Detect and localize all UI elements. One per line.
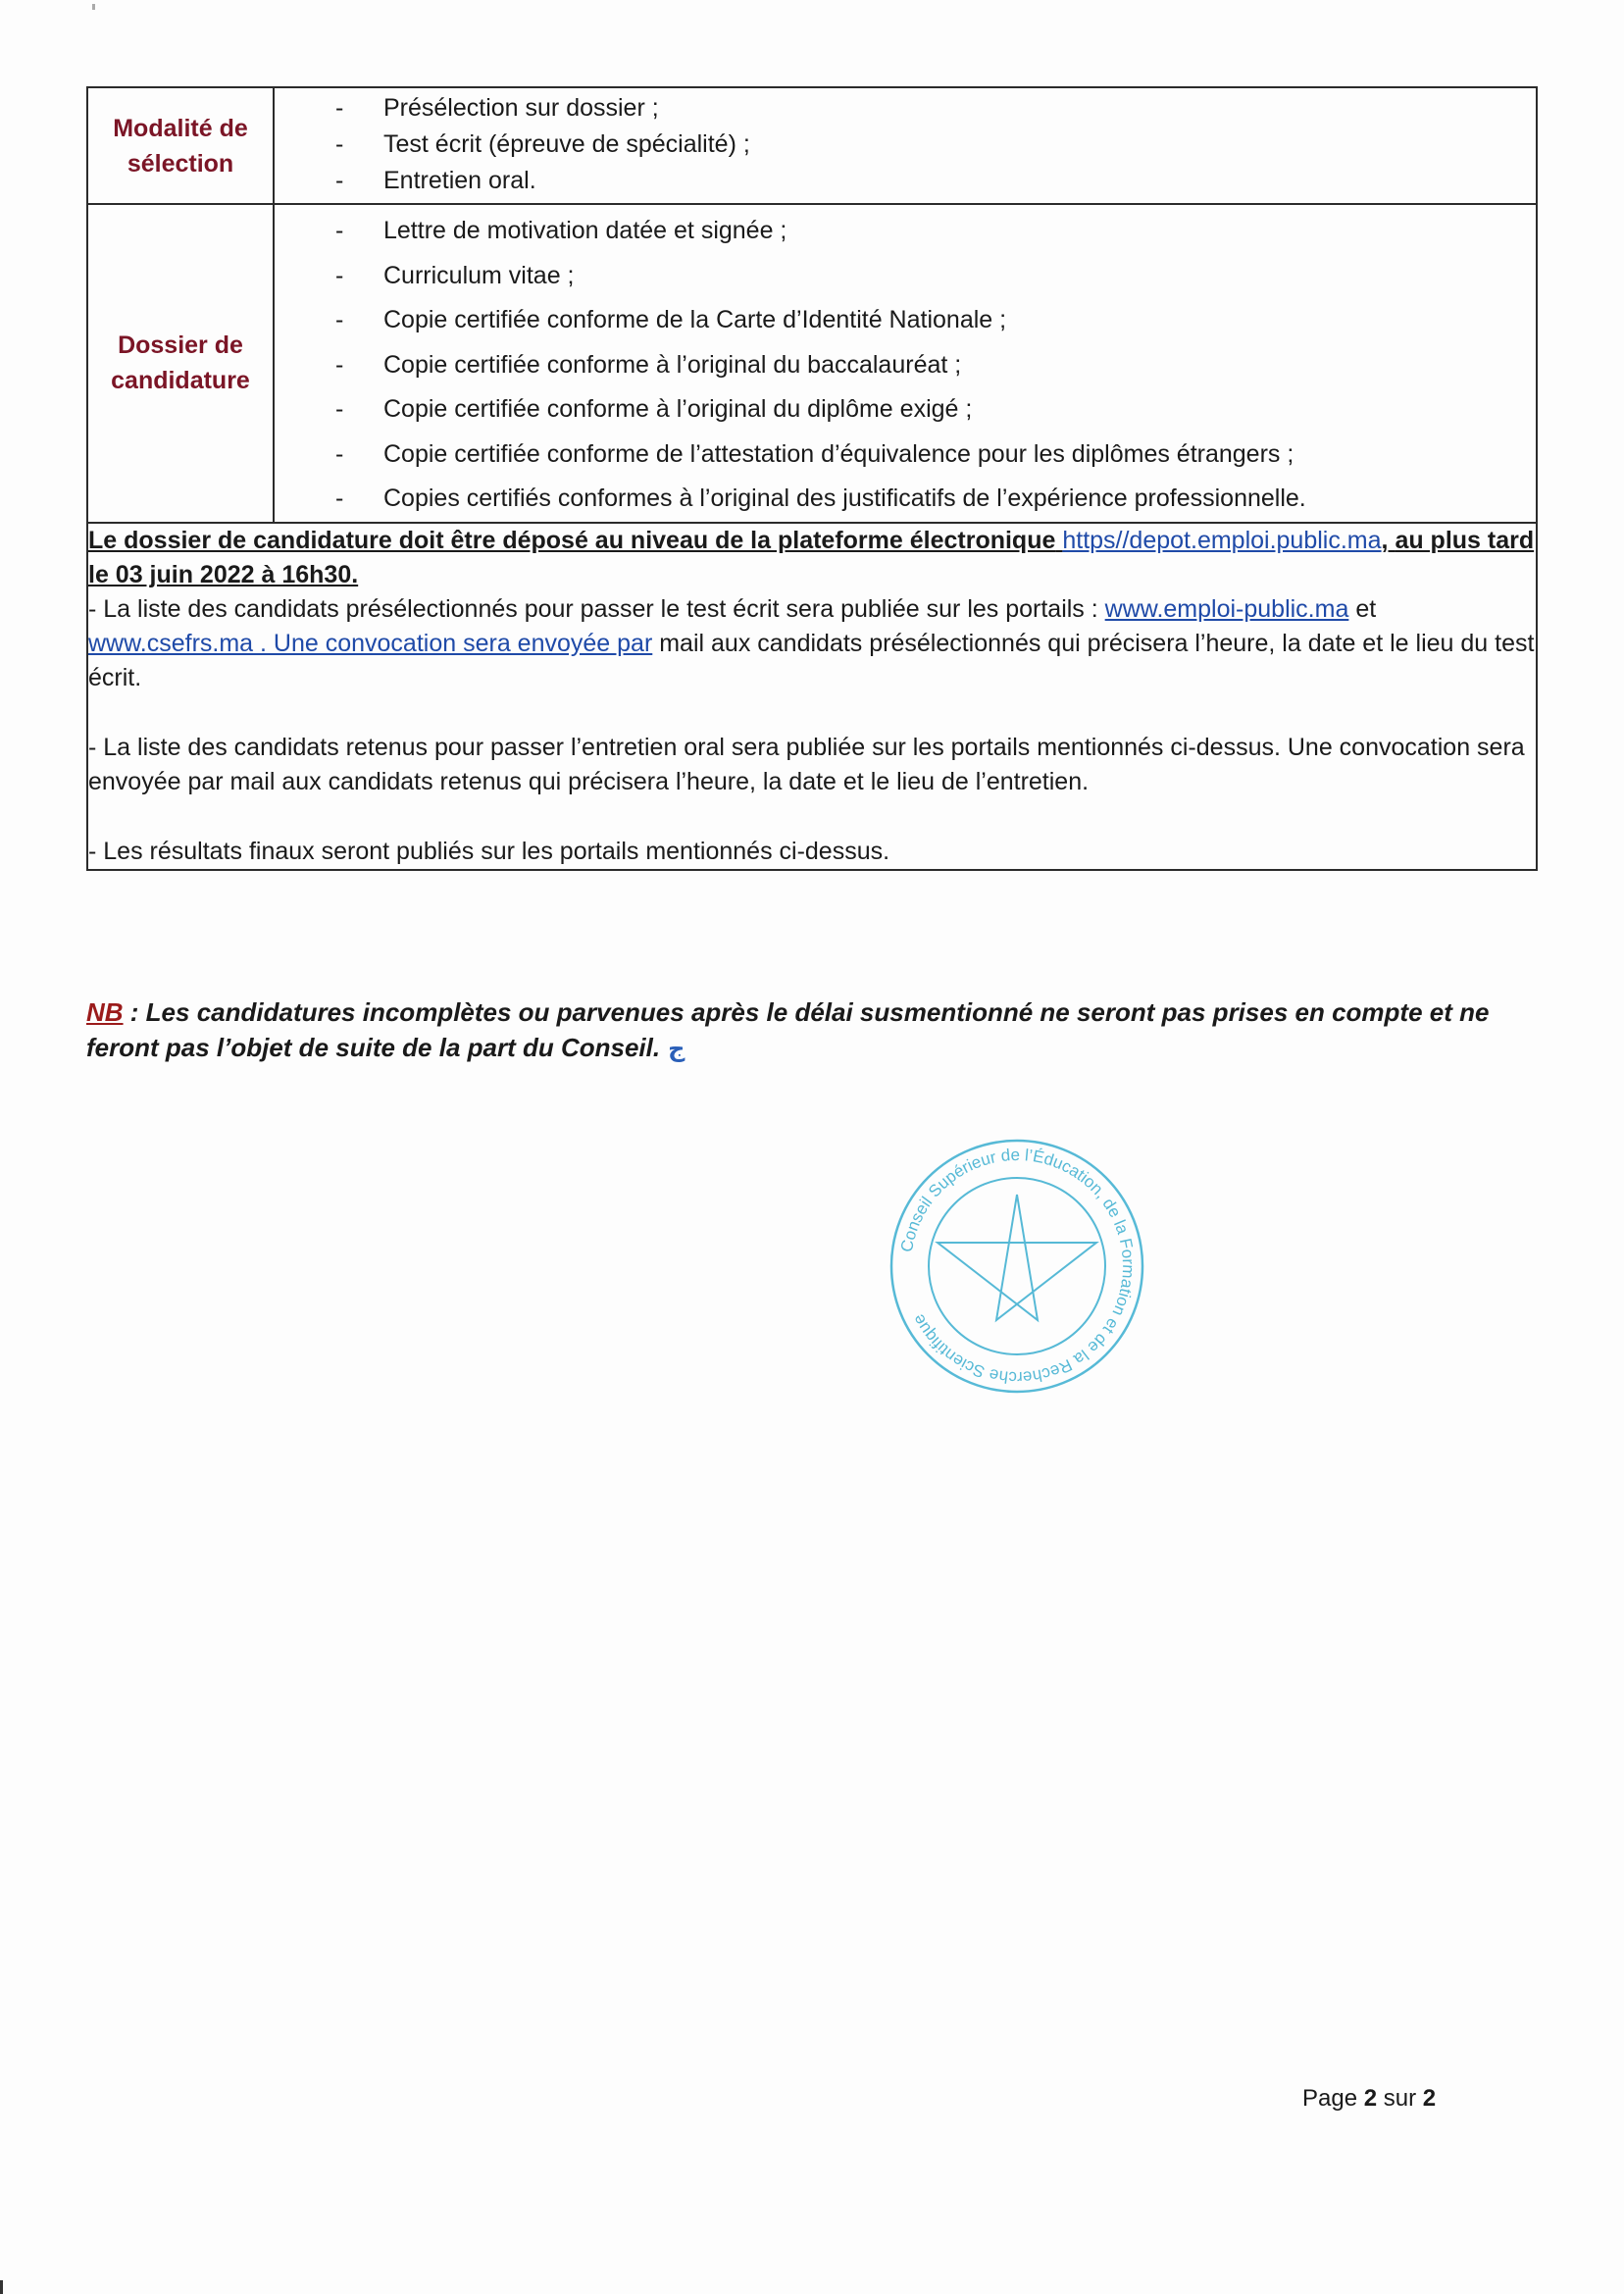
notice-p1-text-b: et: [1355, 594, 1377, 623]
dossier-item: - Curriculum vitae ;: [275, 254, 1536, 299]
dossier-items-cell: [274, 204, 1537, 523]
nb-text: : Les candidatures incomplètes ou parvenues après le délai susmentionné ne seront pas prises en compte et ne feront pas l’objet de suite de la part du Conseil.: [86, 997, 1490, 1062]
notice-cell: [87, 523, 1537, 870]
dossier-label: Dossier de candidature: [87, 204, 274, 523]
selection-item: - Test écrit (épreuve de spécialité) ;: [275, 127, 1536, 163]
selection-row: [87, 87, 1537, 204]
nb-label: NB: [86, 997, 124, 1027]
selection-item: - Présélection sur dossier ;: [275, 90, 1536, 127]
dossier-item: - Lettre de motivation datée et signée ;: [275, 209, 1536, 254]
page-word: Page: [1302, 2085, 1358, 2112]
handwritten-initial-icon: ج: [668, 1036, 685, 1062]
requirements-table: [86, 86, 1538, 871]
scan-corner-mark: [0, 2280, 3, 2294]
notice-row: [87, 523, 1537, 870]
dossier-list: [275, 205, 1536, 522]
selection-item: - Entretien oral.: [275, 163, 1536, 199]
emploi-public-link[interactable]: www.emploi-public.ma: [1104, 594, 1349, 623]
page-sep: sur: [1383, 2085, 1417, 2112]
notice-paragraph-preselection: [88, 592, 1536, 695]
deadline-comma: ,: [1381, 526, 1389, 554]
dossier-item: - Copies certifiés conformes à l’original des justificatifs de l’expérience professionnelle.: [275, 477, 1536, 522]
dossier-item: - Copie certifiée conforme de la Carte d’Identité Nationale ;: [275, 298, 1536, 343]
stamp-text: Conseil Supérieur de l’Éducation, de la Formation et de la Recherche Scientifique: [896, 1145, 1139, 1388]
dossier-row: [87, 204, 1537, 523]
dossier-item: - Copie certifiée conforme à l’original du baccalauréat ;: [275, 343, 1536, 388]
dossier-item: - Copie certifiée conforme à l’original du diplôme exigé ;: [275, 387, 1536, 433]
notice-p1-text-c: mail aux candidats présélectionnés qui précisera l’heure, la date et le lieu du test écrit.: [88, 629, 1535, 691]
deadline-date: au plus tard le 03 juin 2022 à 16h30.: [88, 526, 1535, 588]
nb-note: [86, 994, 1538, 1067]
selection-items-cell: [274, 87, 1537, 204]
official-stamp-icon: [885, 1134, 1149, 1399]
deadline-statement: [88, 524, 1536, 592]
depot-platform-link[interactable]: https//depot.emploi.public.ma: [1062, 526, 1382, 554]
selection-list: [275, 88, 1536, 203]
page-current: 2: [1363, 2085, 1378, 2112]
csefrs-link[interactable]: www.csefrs.ma . Une convocation sera envoyée par: [88, 629, 653, 657]
notice-paragraph-oral: - La liste des candidats retenus pour passer l’entretien oral sera publiée sur les portails mentionnés ci-dessus. Une convocation sera envoyée par mail aux candidats retenus qui précisera l’heure, la date et le lieu de l’entretien.: [88, 733, 1525, 795]
svg-text:Conseil Supérieur de l’Éducati: [897, 1146, 1138, 1387]
selection-label: Modalité de sélection: [87, 87, 274, 204]
notice-paragraph-results: - Les résultats finaux seront publiés sur les portails mentionnés ci-dessus.: [88, 837, 890, 865]
page-total: 2: [1422, 2085, 1437, 2112]
dossier-item: - Copie certifiée conforme de l’attestation d’équivalence pour les diplômes étrangers ;: [275, 433, 1536, 478]
deadline-text: Le dossier de candidature doit être déposé au niveau de la plateforme électronique: [88, 526, 1056, 554]
notice-p1-text-a: - La liste des candidats présélectionnés pour passer le test écrit sera publiée sur les portails :: [88, 594, 1098, 623]
page-number: [1302, 2085, 1436, 2113]
scan-mark: [92, 4, 95, 10]
